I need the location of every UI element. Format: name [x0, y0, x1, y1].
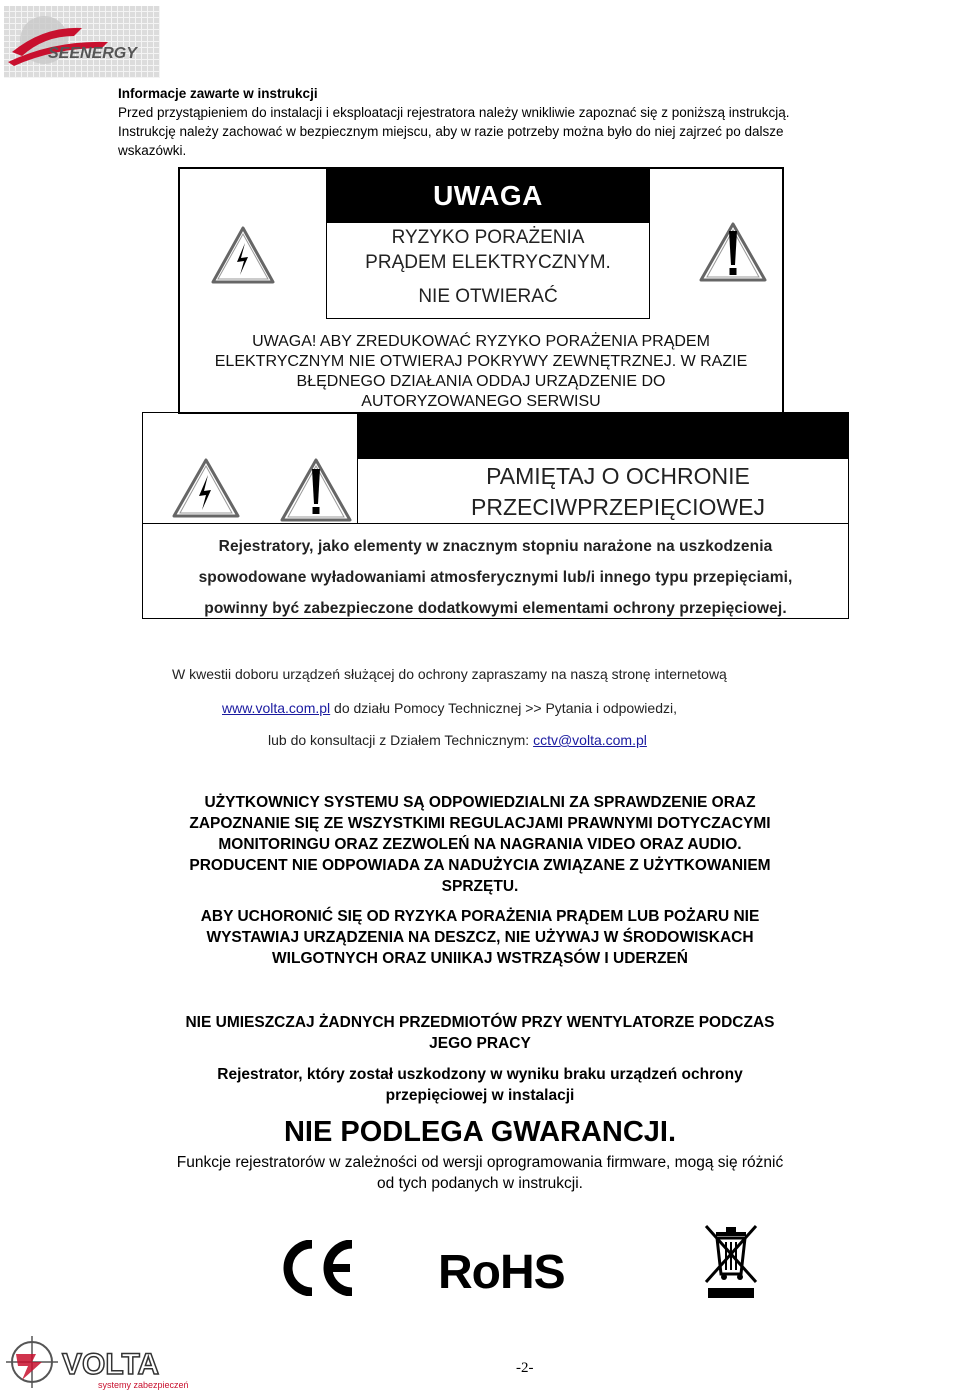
electric-shock-triangle-icon [210, 225, 276, 285]
notice-line: NIE UMIESZCZAJ ŻADNYCH PRZEDMIOTÓW PRZY WENTYLATORZE PODCZAS [185, 1014, 775, 1031]
no-open-text: NIE OTWIERAĆ [418, 286, 558, 307]
fan-notice [120, 1012, 840, 1054]
volta-info-line-1: W kwestii doboru urządzeń służącej do ochrony zapraszamy na naszą stronę internetową [172, 666, 727, 682]
notice-line: WILGOTNYCH ORAZ UNIIKAJ WSTRZĄSÓW I UDERZEŃ [272, 950, 688, 967]
rohs-mark: RoHS [438, 1246, 565, 1299]
volta-info-line-3 [268, 732, 647, 748]
risk-line-2: PRĄDEM ELEKTRYCZNYM. [365, 252, 611, 273]
notice-line: przepięciowej w instalacji [385, 1087, 575, 1104]
surge-title-line-2: PRZECIWPRZEPIĘCIOWEJ [471, 494, 765, 520]
svg-text:VOLTA: VOLTA [62, 1348, 160, 1381]
notice-line: ABY UCHORONIĆ SIĘ OD RYZYKA PORAŻENIA PRĄDEM LUB POŻARU NIE [200, 908, 760, 925]
notice-line: MONITORINGU ORAZ ZEZWOLEŃ NA NAGRANIA VIDEO ORAZ AUDIO. [218, 836, 742, 853]
surge-body-line-2: spowodowane wyładowaniami atmosferycznymi lub/i innego typu przepięciami, [198, 569, 793, 586]
intro-section [118, 84, 838, 160]
surge-title-line-1: PAMIĘTAJ O OCHRONIE [486, 463, 750, 489]
risk-line-1: RYZYKO PORAŻENIA [391, 227, 585, 248]
surge-body-line-3: powinny być zabezpieczone dodatkowymi elementami ochrony przepięciowej. [204, 600, 787, 617]
no-warranty-heading: NIE PODLEGA GWARANCJI. [283, 1116, 677, 1148]
volta-info-line-2 [222, 700, 677, 716]
surge-divider-horizontal [143, 523, 848, 524]
notice-line: od tych podanych w instrukcji. [377, 1175, 583, 1192]
notice-line: UŻYTKOWNICY SYSTEMU SĄ ODPOWIEDZIALNI ZA SPRAWDZENIE ORAZ [204, 794, 756, 811]
volta-logo-icon [2, 1332, 214, 1390]
warning-body-line-1: UWAGA! ABY ZREDUKOWAĆ RYZYKO PORAŻENIA PRĄDEM [252, 333, 710, 350]
website-link[interactable]: www.volta.com.pl [222, 700, 331, 716]
warning-risk-text [327, 225, 649, 309]
warning-body-text [180, 332, 782, 412]
ce-mark-icon [278, 1240, 358, 1296]
notice-line: ZAPOZNANIE SIĘ ZE WSZYSTKIMI REGULACJAMI PRAWNYMI DOTYCZACYMI [189, 815, 771, 832]
email-link[interactable]: cctv@volta.com.pl [533, 732, 647, 748]
notice-line: WYSTAWIAJ URZĄDZENIA NA DESZCZ, NIE UŻYWAJ W ŚRODOWISKACH [206, 929, 754, 946]
notice-line: Funkcje rejestratorów w zależności od wersji oprogramowania firmware, mogą się różnić [176, 1154, 784, 1171]
surge-body-text [143, 531, 848, 624]
exclamation-triangle-icon [279, 457, 353, 523]
seenergy-logo [4, 6, 160, 78]
notice-line: JEGO PRACY [429, 1035, 531, 1052]
warning-center-panel [326, 169, 650, 319]
volta-info-line-3-prefix: lub do konsultacji z Działem Technicznym: [268, 732, 534, 748]
warning-body-line-4: AUTORYZOWANEGO SERWISU [361, 393, 601, 410]
electric-shock-triangle-icon [171, 457, 241, 519]
intro-title: Informacje zawarte w instrukcji [118, 86, 318, 101]
notice-line: PRODUCENT NIE ODPOWIADA ZA NADUŻYCIA ZWIĄZANE Z UŻYTKOWANIEM [189, 857, 771, 874]
svg-text:SEENERGY: SEENERGY [48, 45, 137, 62]
seenergy-logo-icon [4, 6, 160, 78]
warning-body-line-3: BŁĘDNEGO DZIAŁANIA ODDAJ URZĄDZENIE DO [296, 373, 666, 390]
warning-box-shock [178, 167, 784, 414]
surge-title [393, 461, 843, 523]
surge-header-bar [357, 413, 848, 459]
svg-text:systemy zabezpieczeń: systemy zabezpieczeń [98, 1380, 189, 1390]
page-number: -2- [516, 1360, 534, 1376]
crossed-bin-icon [702, 1222, 760, 1300]
shock-fire-notice [120, 906, 840, 969]
warranty-notice [120, 1064, 840, 1106]
warning-box-surge [142, 412, 849, 619]
firmware-notice [120, 1152, 840, 1194]
notice-line: Rejestrator, który został uszkodzony w wyniku braku urządzeń ochrony [217, 1066, 743, 1083]
volta-logo [2, 1332, 214, 1390]
warning-body-line-2: ELEKTRYCZNYM NIE OTWIERAJ POKRYWY ZEWNĘTRZNEJ. W RAZIE [214, 353, 748, 370]
intro-line-1: Przed przystąpieniem do instalacji i eksploatacji rejestratora należy wnikliwie zapoznać się z poniższą instrukcją. [118, 105, 790, 120]
notice-line: SPRZĘTU. [441, 878, 519, 895]
user-responsibility-notice [120, 792, 840, 897]
exclamation-triangle-icon [698, 221, 768, 283]
intro-line-2: Instrukcję należy zachować w bezpiecznym miejscu, aby w razie potrzeby można było do niej zajrzeć po dalsze wskazówki. [118, 124, 784, 158]
warning-header: UWAGA [327, 169, 649, 223]
surge-divider-vertical [357, 413, 358, 523]
volta-info-line-2-rest: do działu Pomocy Technicznej >> Pytania i odpowiedzi, [330, 700, 677, 716]
surge-body-line-1: Rejestratory, jako elementy w znacznym stopniu narażone na uszkodzenia [218, 538, 773, 555]
